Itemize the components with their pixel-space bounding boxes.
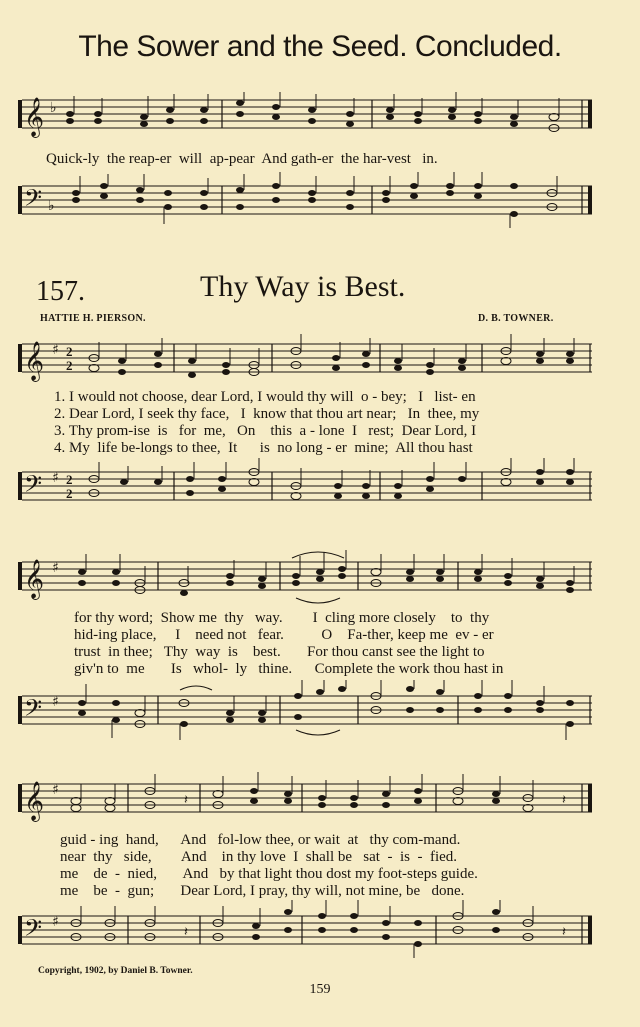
treble-staff-system-2 [0, 548, 640, 610]
svg-text:𝄢: 𝄢 [24, 694, 43, 727]
svg-text:♭: ♭ [48, 198, 55, 214]
svg-text:𝄞: 𝄞 [24, 559, 45, 599]
copyright-notice: Copyright, 1902, by Daniel B. Towner. [38, 966, 193, 976]
lyric-s3-v4: me be - gun; Dear Lord, I pray, thy will, not mine, be done. [60, 883, 465, 899]
hymn-title-thy-way: Thy Way is Best. [200, 270, 406, 303]
hymn-number: 157. [36, 276, 85, 307]
svg-text:𝄢: 𝄢 [24, 184, 43, 217]
bass-staff-sower [0, 172, 640, 234]
lyric-s3-v1: guid - ing hand, And fol-low thee, or wait at thy com-mand. [60, 832, 461, 848]
svg-text:𝄞: 𝄞 [24, 341, 45, 381]
svg-text:♯: ♯ [52, 470, 59, 486]
svg-text:♯: ♯ [52, 694, 59, 710]
lyric-s2-v1: for thy word; Show me thy way. I cling more closely to thy [74, 610, 490, 626]
lyric-s1-v4: 4. My life be-longs to thee, It is no long - er mine; All thou hast [54, 440, 473, 456]
svg-text:♯: ♯ [52, 782, 59, 798]
svg-text:♯: ♯ [52, 342, 59, 358]
svg-text:𝄽: 𝄽 [562, 925, 566, 940]
svg-text:𝄽: 𝄽 [184, 793, 188, 808]
bass-staff-system-3 [0, 900, 640, 960]
lyric-line-sower: Quick-ly the reap-er will ap-pear And gath-er the har-vest in. [46, 151, 438, 167]
svg-text:𝄞: 𝄞 [24, 97, 45, 137]
bass-staff-system-2 [0, 680, 640, 744]
lyric-s2-v3: trust in thee; Thy way is best. For thou canst see the light to [74, 644, 485, 660]
lyric-s1-v2: 2. Dear Lord, I seek thy face, I know that thou art near; In thee, my [54, 406, 480, 422]
hymn-title-sower: The Sower and the Seed. Concluded. [78, 30, 562, 63]
lyric-s1-v1: 1. I would not choose, dear Lord, I would thy will o - bey; I list- en [54, 389, 476, 405]
svg-text:♯: ♯ [52, 914, 59, 930]
svg-text:𝄽: 𝄽 [562, 793, 566, 808]
svg-text:2: 2 [66, 344, 73, 359]
svg-text:𝄞: 𝄞 [24, 781, 45, 821]
svg-text:2: 2 [66, 486, 73, 501]
lyric-s2-v2: hid-ing place, I need not fear. O Fa-ther, keep me ev - er [74, 627, 494, 643]
lyric-s2-v4: giv'n to me Is whol- ly thine. Complete the work thou hast in [74, 661, 504, 677]
treble-staff-system-3 [0, 770, 640, 832]
svg-text:2: 2 [66, 472, 73, 487]
lyric-s3-v2: near thy side, And in thy love I shall be sat - is - fied. [60, 849, 458, 865]
bass-staff-system-1 [0, 458, 640, 514]
treble-staff-system-1 [0, 330, 640, 386]
lyric-s3-v3: me de - nied, And by that light thou dost my foot-steps guide. [60, 866, 478, 882]
svg-text:𝄽: 𝄽 [184, 925, 188, 940]
composer-credit: D. B. TOWNER. [478, 313, 554, 324]
svg-text:2: 2 [66, 358, 73, 373]
page-number: 159 [309, 982, 331, 997]
svg-text:♯: ♯ [52, 560, 59, 576]
lyric-s1-v3: 3. Thy prom-ise is for me, On this a - lone I rest; Dear Lord, I [54, 423, 477, 439]
author-credit: HATTIE H. PIERSON. [40, 313, 146, 324]
svg-text:♭: ♭ [50, 100, 57, 116]
treble-staff-sower [0, 92, 640, 142]
svg-text:𝄢: 𝄢 [24, 914, 43, 947]
svg-text:𝄢: 𝄢 [24, 470, 43, 503]
